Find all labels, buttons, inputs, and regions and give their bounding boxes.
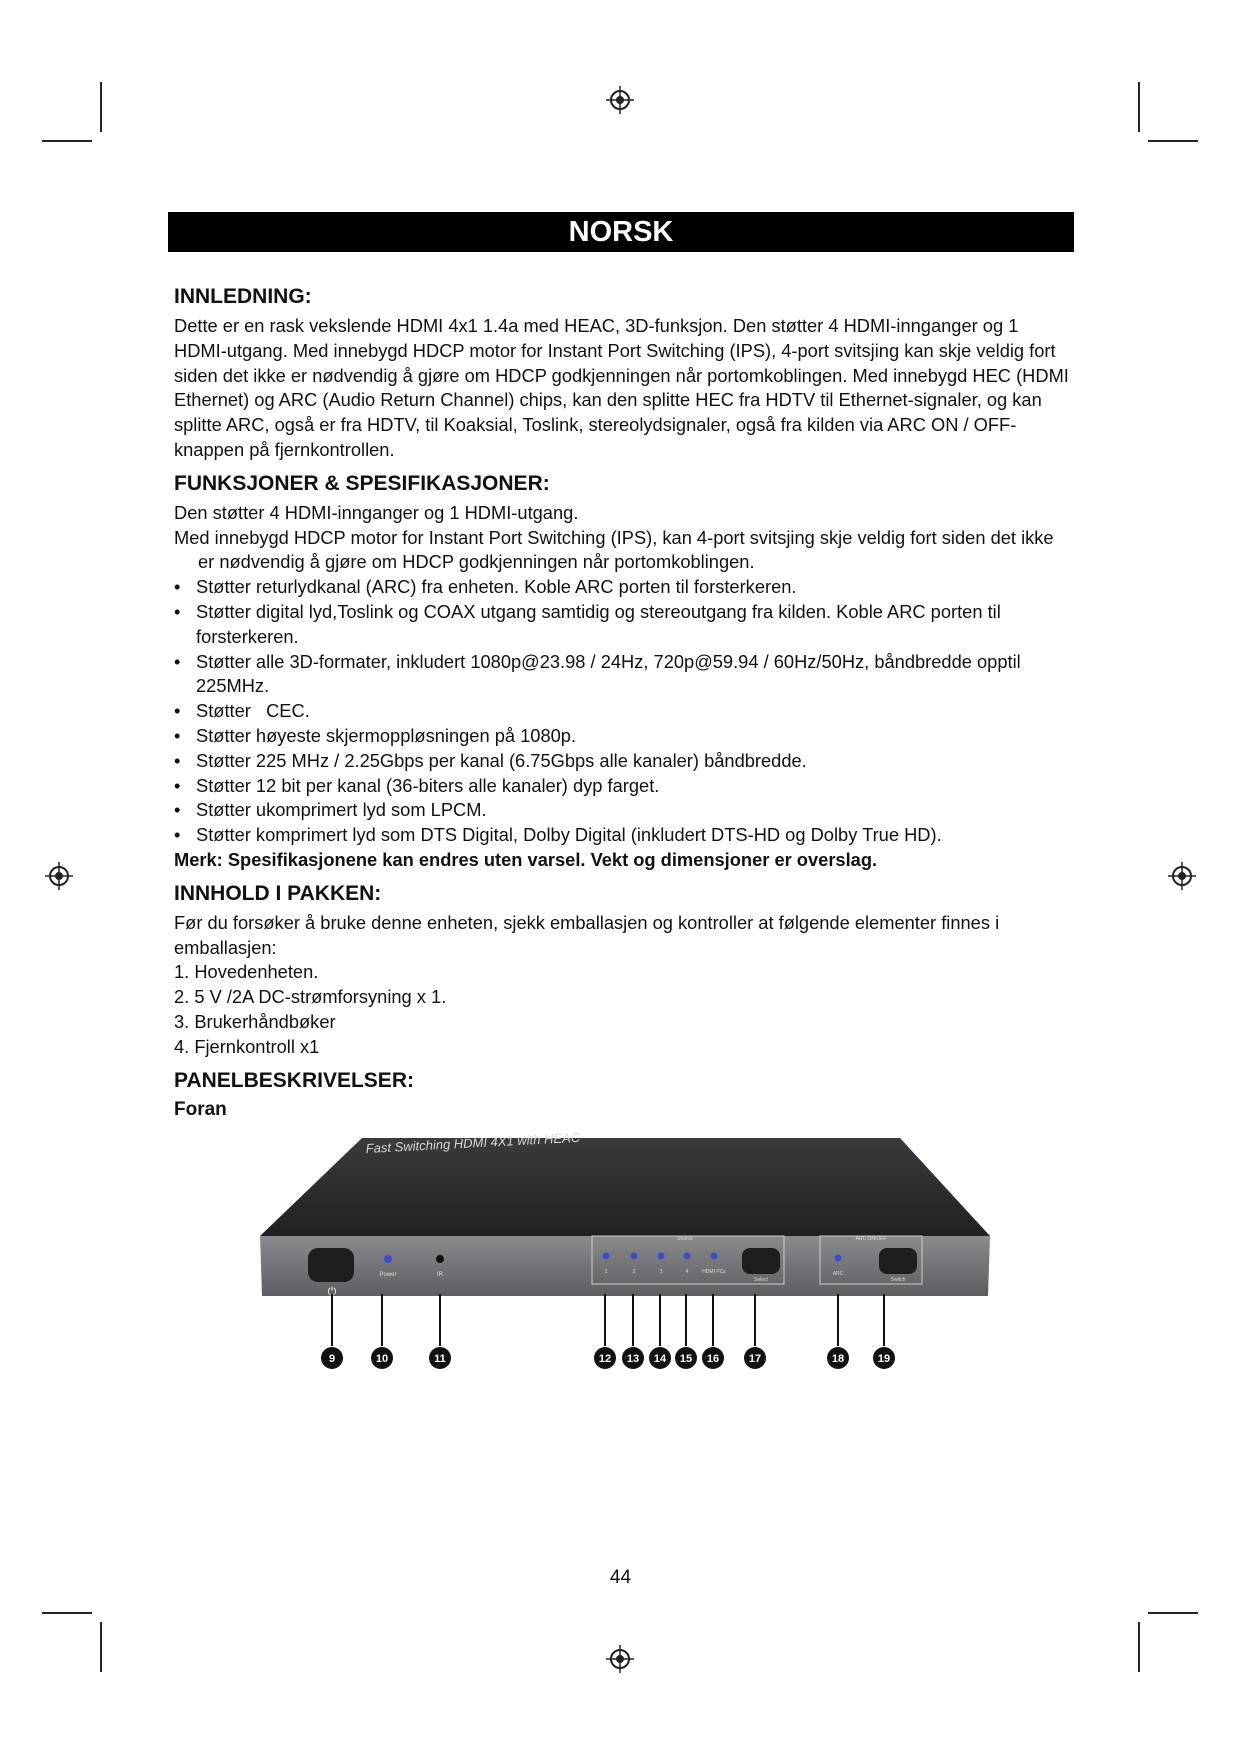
ir-sensor xyxy=(436,1255,444,1263)
list-item: • Støtter høyeste skjermoppløsningen på 1080p. xyxy=(174,724,1074,749)
list-item: • Støtter komprimert lyd som DTS Digital, Dolby Digital (inkludert DTS-HD og Dolby True HD). xyxy=(174,823,1074,848)
registration-mark-icon xyxy=(606,1645,634,1673)
package-heading: INNHOLD I PAKKEN: xyxy=(174,881,382,905)
package-item: 4. Fjernkontroll x1 xyxy=(174,1035,320,1057)
port-label-3: 3 xyxy=(659,1269,663,1275)
package-item: 3. Brukerhåndbøker xyxy=(174,1010,336,1032)
callout-19: 19 xyxy=(877,1353,891,1365)
page-content xyxy=(174,284,1074,1122)
switch-label: Switch xyxy=(890,1277,906,1283)
crop-mark xyxy=(1138,82,1140,132)
bullet: • xyxy=(174,799,181,821)
features-heading: FUNKSJONER & SPESIFIKASJONER: xyxy=(174,471,550,495)
callout-9: 9 xyxy=(328,1353,336,1365)
callout-16: 16 xyxy=(706,1353,720,1365)
registration-mark-icon xyxy=(45,862,73,890)
callout-lines xyxy=(332,1294,884,1346)
crop-mark xyxy=(42,1612,92,1614)
bullet: • xyxy=(174,749,181,771)
bullet: • xyxy=(174,576,181,598)
power-button[interactable] xyxy=(308,1248,354,1282)
registration-mark-icon xyxy=(1168,862,1196,890)
port-label-1: 1 xyxy=(604,1269,608,1275)
crop-mark xyxy=(1148,1612,1198,1614)
bullet: • xyxy=(174,724,181,746)
port-label-4: 4 xyxy=(685,1269,689,1275)
source-label: Source xyxy=(677,1236,693,1242)
bullet: • xyxy=(174,774,181,796)
callout-17: 17 xyxy=(748,1353,762,1365)
package-item: 2. 5 V /2A DC-strømforsyning x 1. xyxy=(174,986,447,1008)
intro-text: Dette er en rask vekslende HDMI 4x1 1.4a med HEAC, 3D-funksjon. Den støtter 4 HDMI-innganger og 1 HDMI-utgang. Med innebygd HDCP motor for Instant Port Switching (IPS), 4-port svitsjing kan skje veldig fort siden det ikke er nødvendig å gjøre om HDCP godkjenningen når portomkoblingen. Med innebygd HEC (HDMI Ethernet) og ARC (Audio Return Channel) chips, kan den splitte HEC fra HDTV til Ethernet-signaler, og kan splitte ARC, også er fra HDTV, til Koaksial, Toslink, stereolydsignaler, også fra kilden via ARC ON / OFF-knappen på fjernkontrollen. xyxy=(174,315,1069,460)
intro-heading: INNLEDNING: xyxy=(174,285,312,308)
bullet: • xyxy=(174,824,181,846)
select-button[interactable] xyxy=(742,1248,780,1274)
callout-10: 10 xyxy=(375,1353,389,1365)
device-front-illustration xyxy=(250,1118,1030,1388)
callout-11: 11 xyxy=(434,1353,446,1365)
arc-led xyxy=(835,1255,842,1262)
list-item: • Støtter alle 3D-formater, inkludert 1080p@23.98 / 24Hz, 720p@59.94 / 60Hz/50Hz, båndbredde opptil 225MHz. xyxy=(174,650,1021,697)
panel-section xyxy=(174,1068,1074,1123)
features-line-2: Med innebygd HDCP motor for Instant Port Switching (IPS), kan 4-port svitsjing skje veldig fort siden det ikke er nødvendig å gjøre om HDCP godkjenningen når portomkoblingen. xyxy=(174,526,1054,573)
registration-mark-icon xyxy=(606,86,634,114)
features-list xyxy=(174,575,1074,848)
device-top-label: Fast Switching HDMI 4X1 with HEAC xyxy=(365,1129,581,1156)
arc-label: ARC xyxy=(832,1271,844,1277)
port-led-3 xyxy=(658,1253,665,1260)
callout-15: 15 xyxy=(679,1353,693,1365)
features-line-1: Den støtter 4 HDMI-innganger og 1 HDMI-utgang. xyxy=(174,501,579,523)
crop-mark xyxy=(100,82,102,132)
list-item: • Støtter 225 MHz / 2.25Gbps per kanal (6.75Gbps alle kanaler) båndbredde. xyxy=(174,749,1074,774)
page-number: 44 xyxy=(609,1567,632,1588)
ir-label: IR xyxy=(437,1272,443,1278)
list-item: • Støtter returlydkanal (ARC) fra enheten. Koble ARC porten til forsterkeren. xyxy=(174,575,1074,600)
bullet: • xyxy=(174,700,181,722)
callout-12: 12 xyxy=(598,1353,612,1365)
crop-mark xyxy=(42,140,92,142)
panel-subheading: Foran xyxy=(174,1098,227,1120)
features-section xyxy=(174,471,1074,873)
bullet: • xyxy=(174,600,181,622)
crop-mark xyxy=(100,1622,102,1672)
callout-18: 18 xyxy=(831,1353,845,1365)
port-led-2 xyxy=(631,1253,638,1260)
list-item: • Støtter CEC. xyxy=(174,699,1074,724)
callout-14: 14 xyxy=(653,1353,667,1365)
package-item: 1. Hovedenheten. xyxy=(174,961,319,983)
arc-group-label: ARC ON/OFF xyxy=(855,1236,887,1242)
intro-section xyxy=(174,284,1074,463)
power-led xyxy=(384,1255,392,1263)
arc-switch-button[interactable] xyxy=(879,1248,917,1274)
package-intro: Før du forsøker å bruke denne enheten, sjekk emballasjen og kontroller at følgende elementer finnes i emballasjen: xyxy=(174,911,1000,958)
callout-13: 13 xyxy=(626,1353,640,1365)
package-section xyxy=(174,881,1074,1060)
list-item: • Støtter digital lyd,Toslink og COAX utgang samtidig og stereoutgang fra kilden. Koble ARC porten til forsterkeren. xyxy=(174,600,1001,647)
list-item: • Støtter 12 bit per kanal (36-biters alle kanaler) dyp farget. xyxy=(174,774,1074,799)
port-led-1 xyxy=(603,1253,610,1260)
crop-mark xyxy=(1138,1622,1140,1672)
hdmi-label: HDMI PCs xyxy=(702,1269,726,1275)
bullet: • xyxy=(174,650,181,672)
select-label: Select xyxy=(754,1277,768,1283)
list-item: • Støtter ukomprimert lyd som LPCM. xyxy=(174,798,1074,823)
panel-heading: PANELBESKRIVELSER: xyxy=(174,1068,414,1092)
port-label-2: 2 xyxy=(632,1269,636,1275)
power-icon: ⏻ xyxy=(327,1285,337,1298)
crop-mark xyxy=(1148,140,1198,142)
port-led-hdmi xyxy=(711,1253,718,1260)
port-led-4 xyxy=(684,1253,691,1260)
language-banner: NORSK xyxy=(168,212,1074,252)
power-label: Power xyxy=(379,1272,397,1278)
spec-note: Merk: Spesifikasjonene kan endres uten varsel. Vekt og dimensjoner er overslag. xyxy=(174,848,878,870)
